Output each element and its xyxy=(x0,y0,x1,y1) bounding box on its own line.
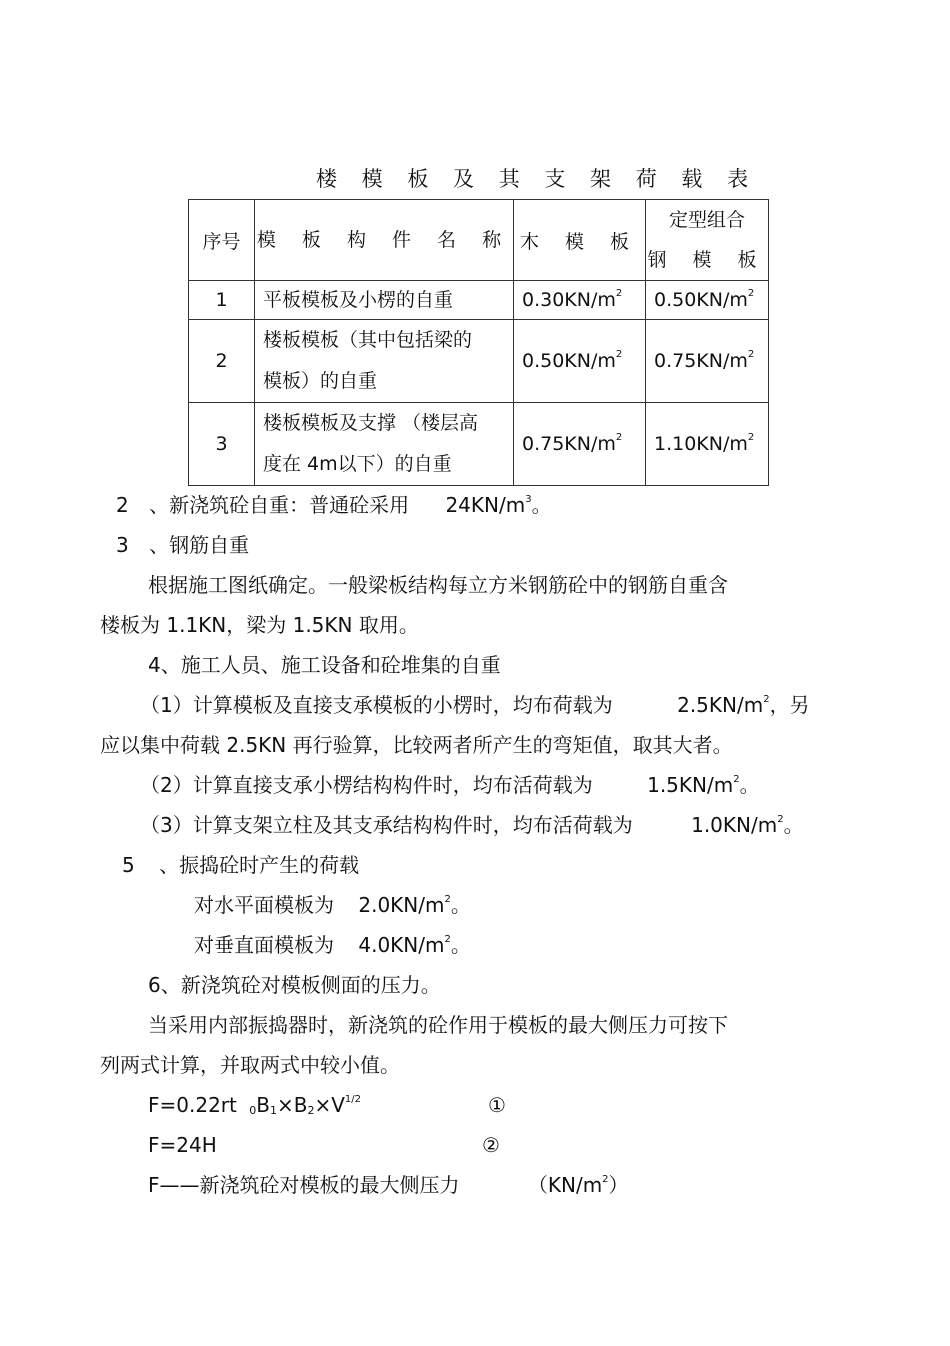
section-number: 5 xyxy=(122,853,135,877)
paragraph-line: 列两式计算，并取两式中较小值。 xyxy=(100,1053,400,1077)
exp: 2 xyxy=(777,814,784,825)
paragraph-line: 楼板为 1.1KN，梁为 1.5KN 取用。 xyxy=(100,613,419,637)
row-steel xyxy=(646,320,769,403)
value: 2.0KN/m xyxy=(358,893,445,917)
row-name-line2: 模板）的自重 xyxy=(263,370,378,392)
item-text: （3）计算支架立柱及其支承结构构件时，均布活荷载为 xyxy=(140,813,633,837)
value: 24KN/m xyxy=(445,493,526,517)
row-wood xyxy=(514,403,646,486)
paragraph-line: 应以集中荷载 2.5KN 再行验算，比较两者所产生的弯矩值，取其大者。 xyxy=(100,733,733,757)
formula-part: F=0.22rt xyxy=(148,1093,237,1117)
row-name: 平板模板及小楞的自重 xyxy=(255,281,514,320)
punct: 。 xyxy=(450,933,471,957)
section-number: 2 xyxy=(116,493,129,517)
header-wood: 木 模 板 xyxy=(514,200,646,281)
value: 1.0KN/m xyxy=(691,813,778,837)
section-text: 、新浇筑砼自重：普通砼采用 xyxy=(149,493,410,517)
subscript: 2 xyxy=(307,1104,315,1117)
row-steel xyxy=(646,403,769,486)
formula-part: B xyxy=(256,1093,270,1117)
formula-2: F=24H xyxy=(148,1133,217,1157)
header-steel-line2: 钢 模 板 xyxy=(647,249,767,271)
section-6: 6、新浇筑砼对模板侧面的压力。 xyxy=(148,973,441,997)
row-steel-value: 1.10KN/m xyxy=(654,433,748,455)
formula-part: ×V xyxy=(314,1093,345,1117)
table-title: 楼 模 板 及 其 支 架 荷 载 表 xyxy=(316,167,758,191)
row-steel-value: 0.75KN/m xyxy=(654,350,748,372)
section-4: 4、施工人员、施工设备和砼堆集的自重 xyxy=(148,653,501,677)
header-name: 模 板 构 件 名 称 xyxy=(255,200,514,281)
row-wood-value: 0.30KN/m xyxy=(522,289,616,311)
item-text: （1）计算模板及直接支承模板的小楞时，均布荷载为 xyxy=(140,693,613,717)
paragraph-line: 当采用内部振捣器时，新浇筑的砼作用于模板的最大侧压力可按下 xyxy=(148,1013,728,1037)
formula-part: ×B xyxy=(276,1093,308,1117)
row-wood-value: 0.50KN/m xyxy=(522,350,616,372)
row-no: 2 xyxy=(189,320,255,403)
section-text: 、振捣砼时产生的荷载 xyxy=(159,853,360,877)
row-steel-value: 0.50KN/m xyxy=(654,289,748,311)
exp: 2 xyxy=(747,432,755,443)
formula-2-mark: ② xyxy=(482,1133,500,1157)
header-steel xyxy=(646,200,769,281)
subscript: 0 xyxy=(249,1104,257,1117)
header-steel-line1: 定型组合 xyxy=(668,209,745,231)
punct: 。 xyxy=(531,493,552,517)
exp: 2 xyxy=(615,432,623,443)
formula-1-mark: ① xyxy=(488,1093,506,1117)
row-no: 3 xyxy=(189,403,255,486)
value: 4.0KN/m xyxy=(358,933,445,957)
punct: 。 xyxy=(450,893,471,917)
exp: 2 xyxy=(444,934,451,945)
horizontal-load xyxy=(194,892,471,918)
row-wood xyxy=(514,281,646,320)
exp: 3 xyxy=(525,494,532,505)
header-no: 序号 xyxy=(189,200,255,281)
definition-f xyxy=(148,1172,629,1198)
vertical-load xyxy=(194,932,471,958)
item-text: 对垂直面模板为 xyxy=(194,933,334,957)
exp: 2 xyxy=(602,1174,609,1185)
punct: ） xyxy=(608,1173,629,1197)
table-row xyxy=(189,403,769,486)
row-name xyxy=(255,403,514,486)
row-wood-value: 0.75KN/m xyxy=(522,433,616,455)
section-5 xyxy=(122,852,359,878)
row-name-line1: 楼板模板及支撑 （楼层高 xyxy=(263,412,479,434)
table-row xyxy=(189,320,769,403)
subscript: 1 xyxy=(269,1104,277,1117)
item-3 xyxy=(140,812,804,838)
row-name-line2: 度在 4m以下）的自重 xyxy=(263,453,452,475)
definition-text: F——新浇筑砼对模板的最大侧压力 xyxy=(148,1173,460,1197)
exp: 2 xyxy=(747,349,755,360)
punct: ，另 xyxy=(769,693,810,717)
item-2 xyxy=(140,772,760,798)
item-text: 对水平面模板为 xyxy=(194,893,334,917)
item-text: （2）计算直接支承小楞结构构件时，均布活荷载为 xyxy=(140,773,593,797)
row-name xyxy=(255,320,514,403)
unit: （KN/m xyxy=(527,1173,603,1197)
section-number: 3 xyxy=(116,533,129,557)
formula-1 xyxy=(148,1092,361,1118)
exp: 2 xyxy=(763,694,770,705)
punct: 。 xyxy=(739,773,760,797)
section-3 xyxy=(116,532,249,558)
exp: 2 xyxy=(615,288,623,299)
load-table xyxy=(188,199,769,486)
exp: 2 xyxy=(733,774,740,785)
exp: 2 xyxy=(444,894,451,905)
section-2 xyxy=(116,492,552,518)
exp: 1/2 xyxy=(344,1094,361,1105)
row-name-line1: 楼板模板（其中包括梁的 xyxy=(263,329,473,351)
section-text: 、钢筋自重 xyxy=(149,533,250,557)
table-header-row xyxy=(189,200,769,281)
punct: 。 xyxy=(783,813,804,837)
table-row xyxy=(189,281,769,320)
row-steel xyxy=(646,281,769,320)
row-wood xyxy=(514,320,646,403)
item-1 xyxy=(140,692,810,718)
row-no: 1 xyxy=(189,281,255,320)
exp: 2 xyxy=(615,349,623,360)
value: 2.5KN/m xyxy=(677,693,764,717)
exp: 2 xyxy=(747,288,755,299)
value: 1.5KN/m xyxy=(647,773,734,797)
paragraph-line: 根据施工图纸确定。一般梁板结构每立方米钢筋砼中的钢筋自重含 xyxy=(148,573,728,597)
